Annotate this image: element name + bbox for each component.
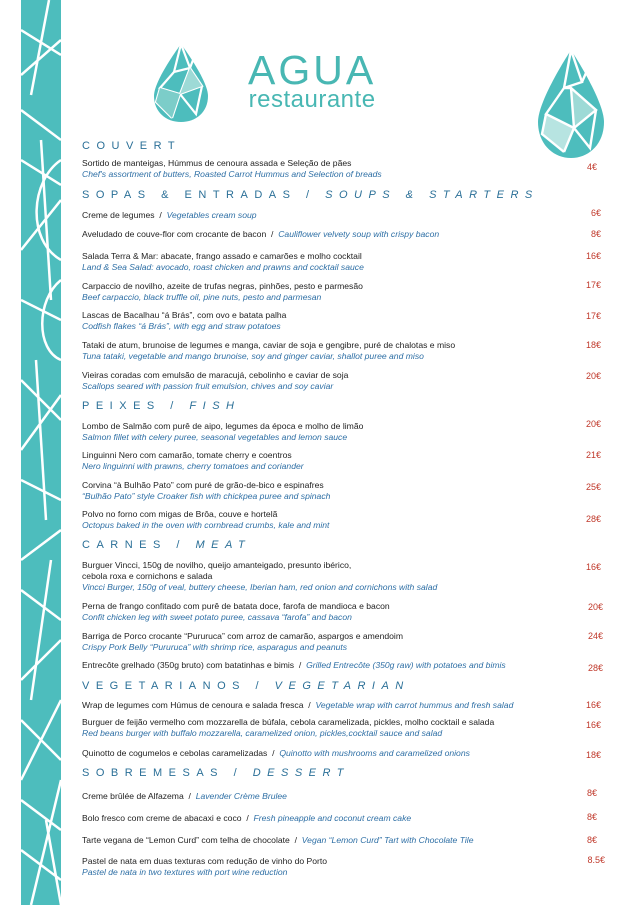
section-title-pt: COUVERT [82, 140, 182, 152]
section-title-separator: / [224, 767, 253, 779]
decorative-side-band [21, 0, 61, 905]
dish-name-pt: Corvina “à Bulhão Pato” com puré de grão-de-bico e espinafres [82, 480, 324, 490]
brand-title: AGUA [248, 47, 377, 93]
menu-item-line [82, 251, 607, 262]
menu-item-line [82, 509, 607, 520]
brand-subtitle: restaurante [248, 86, 376, 113]
dish-name-pt: Salada Terra & Mar: abacate, frango assado e camarões e molho cocktail [82, 251, 362, 261]
separator: / [289, 835, 302, 845]
price: 16€ [585, 720, 601, 730]
menu-item [82, 251, 607, 273]
section-title-pt: SOBREMESAS [82, 767, 225, 779]
dish-name-en: Beef carpaccio, black truffle oil, pine nuts, pesto and parmesan [82, 292, 322, 303]
dish-name-en: Tuna tataki, vegetable and mango brunoise, soy and ginger caviar, shallot puree and miso [82, 351, 424, 362]
menu-item-line [82, 480, 607, 491]
dish-name-en: Vegan “Lemon Curd” Tart with Chocolate Tile [301, 835, 474, 845]
dish-name-en: Vegetables cream soup [166, 210, 257, 220]
brand-logo [248, 47, 377, 113]
dish-name-en: Nero linguinni with prawns, cherry tomatoes and coriander [82, 461, 304, 472]
menu-item [82, 813, 607, 824]
section-title [82, 140, 181, 152]
section-title-pt: VEGETARIANOS [82, 680, 246, 692]
menu-item [82, 480, 607, 502]
dish-name-en: “Bulhão Pato” style Croaker fish with chickpea puree and spinach [82, 491, 331, 502]
price: 16€ [585, 562, 601, 572]
dish-name-en: Salmon fillet with celery puree, seasonal vegetables and lemon sauce [82, 432, 348, 443]
dish-name-en: Red beans burger with buffalo mozzarella, caramelized onion, pickles,cocktail sauce and salad [82, 728, 443, 739]
price: 8€ [586, 835, 597, 845]
price: 21€ [585, 450, 601, 460]
section-title [82, 680, 410, 692]
dish-name-en: Pastel de nata in two textures with port wine reduction [82, 867, 288, 878]
price: 24€ [587, 631, 603, 641]
menu-item-line [82, 717, 607, 728]
dish-name-pt: Creme de legumes [82, 210, 155, 220]
dish-name-pt: Aveludado de couve-flor com crocante de bacon [82, 229, 267, 239]
price: 16€ [585, 251, 601, 261]
price: 8.5€ [587, 855, 605, 865]
menu-item-line [82, 421, 607, 432]
dish-name-pt: Burguer de feijão vermelho com mozzarella de búfala, cebola caramelizada, pickles, molho cocktail e salada [82, 717, 495, 727]
dish-name-en: Vegetable wrap with carrot hummus and fresh salad [315, 700, 514, 710]
menu-item-line [82, 281, 607, 292]
dish-name-en: Crispy Pork Belly “Pururuca” with shrimp rice, asparagus and peanuts [82, 642, 348, 653]
dish-name-pt: Pastel de nata em duas texturas com redução de vinho do Porto [82, 856, 328, 866]
menu-item [82, 421, 607, 443]
price: 20€ [585, 419, 601, 429]
price: 8€ [590, 229, 601, 239]
dish-name-en: Scallops seared with passion fruit emulsion, chives and soy caviar [82, 381, 334, 392]
dish-name-en: Confit chicken leg with sweet potato puree, cassava “farofa” and bacon [82, 612, 352, 623]
section-title-en: VEGETARIAN [274, 680, 410, 692]
section-title [82, 767, 350, 779]
menu-item [82, 281, 607, 303]
menu-item [82, 450, 607, 472]
price: 17€ [585, 280, 601, 290]
menu-item-line [82, 791, 607, 802]
section-title-separator: / [166, 539, 196, 551]
price: 8€ [586, 812, 597, 822]
menu-item [82, 835, 607, 846]
menu-item-line [82, 835, 607, 846]
dish-name-en: Vincci Burger, 150g of veal, buttery cheese, Iberian ham, red onion and cornichons with salad [82, 582, 438, 593]
menu-item-line [82, 310, 607, 321]
dish-name-en: Chef's assortment of butters, Roasted Carrot Hummus and Selection of breads [82, 169, 382, 180]
separator: / [241, 813, 254, 823]
menu-item [82, 748, 607, 759]
dish-name-pt: Barriga de Porco crocante “Pururuca” com arroz de camarão, aspargos e amendoim [82, 631, 403, 641]
section-title-separator: / [160, 400, 190, 412]
dish-name-pt: Vieiras coradas com emulsão de maracujá, cebolinho e caviar de soja [82, 370, 349, 380]
menu-item-line [82, 370, 607, 381]
dish-name-pt: Burguer Vincci, 150g de novilho, queijo amanteigado, presunto ibérico, [82, 560, 352, 570]
price: 8€ [586, 788, 597, 798]
section-title-separator: / [296, 189, 326, 201]
menu-item [82, 856, 607, 878]
dish-name-pt: Creme brûlée de Alfazema [82, 791, 184, 801]
dish-name-pt: Quinotto de cogumelos e cebolas caramelizadas [82, 748, 268, 758]
price: 18€ [585, 750, 601, 760]
price: 4€ [586, 162, 597, 172]
menu-item-line [82, 631, 607, 642]
section-title-pt: PEIXES [82, 400, 161, 412]
price: 18€ [585, 340, 601, 350]
separator: / [303, 700, 316, 710]
dish-name-en: Fresh pineapple and coconut cream cake [253, 813, 412, 823]
logo-drop-icon [150, 42, 212, 124]
menu-item [82, 601, 607, 623]
section-title-en: SOUPS & STARTERS [325, 189, 539, 201]
dish-name-en: Grilled Entrecôte (350g raw) with potatoes and bimis [306, 660, 506, 670]
section-title-pt: CARNES [82, 539, 167, 551]
mosaic-pattern [21, 0, 61, 905]
dish-name-pt: Polvo no forno com migas de Brôa, couve e hortelã [82, 509, 278, 519]
menu-item-line [82, 210, 607, 221]
menu-item [82, 509, 607, 531]
dish-name-pt: Tataki de atum, brunoise de legumes e manga, caviar de soja e gengibre, puré de chalotas e miso [82, 340, 456, 350]
menu-item [82, 700, 607, 711]
separator: / [267, 748, 280, 758]
separator: / [266, 229, 279, 239]
price: 28€ [585, 514, 601, 524]
dish-name-pt: Bolo fresco com creme de abacaxi e coco [82, 813, 242, 823]
dish-name-en: Land & Sea Salad: avocado, roast chicken and prawns and cocktail sauce [82, 262, 364, 273]
menu-item-line [82, 158, 607, 169]
section-title-en: MEAT [195, 539, 252, 551]
dish-name-en: Cauliflower velvety soup with crispy bacon [278, 229, 440, 239]
separator: / [154, 210, 167, 220]
dish-name-pt: Perna de frango confitado com purê de batata doce, farofa de mandioca e bacon [82, 601, 390, 611]
price: 20€ [587, 602, 603, 612]
menu-item-line [82, 748, 607, 759]
menu-item-line [82, 700, 607, 711]
menu-item-line [82, 601, 607, 612]
price: 17€ [585, 311, 601, 321]
section-title-en: FISH [189, 400, 241, 412]
menu-item [82, 791, 607, 802]
menu-item-line [82, 560, 607, 571]
price: 25€ [585, 482, 601, 492]
decorative-drop-icon [534, 48, 608, 160]
menu-item-line [82, 856, 607, 867]
dish-name-pt-cont: cebola roxa e cornichons e salada [82, 571, 213, 582]
dish-name-en: Codfish flakes “á Brás”, with egg and straw potatoes [82, 321, 281, 332]
dish-name-pt: Entrecôte grelhado (350g bruto) com batatinhas e bimis [82, 660, 295, 670]
section-title [82, 400, 240, 412]
menu-item [82, 310, 607, 332]
separator: / [294, 660, 307, 670]
section-title [82, 189, 539, 201]
menu-item [82, 158, 607, 180]
menu-item-line [82, 450, 607, 461]
menu-item [82, 370, 607, 392]
dish-name-pt: Lombo de Salmão com purê de aipo, legumes da época e molho de limão [82, 421, 364, 431]
price: 28€ [587, 663, 603, 673]
dish-name-pt: Wrap de legumes com Húmus de cenoura e salada fresca [82, 700, 304, 710]
separator: / [183, 791, 196, 801]
menu-item-line [82, 660, 607, 671]
menu-item-line [82, 340, 607, 351]
menu-item-line [82, 229, 607, 240]
menu-item [82, 340, 607, 362]
menu-item [82, 229, 607, 240]
section-title [82, 539, 251, 551]
price: 16€ [585, 700, 601, 710]
dish-name-pt: Lascas de Bacalhau “á Brás”, com ovo e batata palha [82, 310, 287, 320]
menu-item [82, 210, 607, 221]
dish-name-pt: Carpaccio de novilho, azeite de trufas negras, pinhões, pesto e parmesão [82, 281, 363, 291]
menu-item-line [82, 813, 607, 824]
dish-name-pt: Linguinni Nero com camarão, tomate cherry e coentros [82, 450, 292, 460]
dish-name-pt: Tarte vegana de “Lemon Curd” com telha de chocolate [82, 835, 290, 845]
section-title-pt: SOPAS & ENTRADAS [82, 189, 297, 201]
menu-item [82, 560, 607, 594]
dish-name-en: Lavender Crème Brulee [195, 791, 287, 801]
menu-item [82, 717, 607, 739]
section-title-separator: / [245, 680, 275, 692]
dish-name-pt: Sortido de manteigas, Húmmus de cenoura assada e Seleção de pães [82, 158, 352, 168]
dish-name-en: Octopus baked in the oven with cornbread crumbs, kale and mint [82, 520, 330, 531]
price: 6€ [590, 208, 601, 218]
dish-name-en: Quinotto with mushrooms and caramelized onions [279, 748, 470, 758]
section-title-en: DESSERT [252, 767, 350, 779]
menu-item [82, 631, 607, 653]
price: 20€ [585, 371, 601, 381]
menu-item [82, 660, 607, 671]
